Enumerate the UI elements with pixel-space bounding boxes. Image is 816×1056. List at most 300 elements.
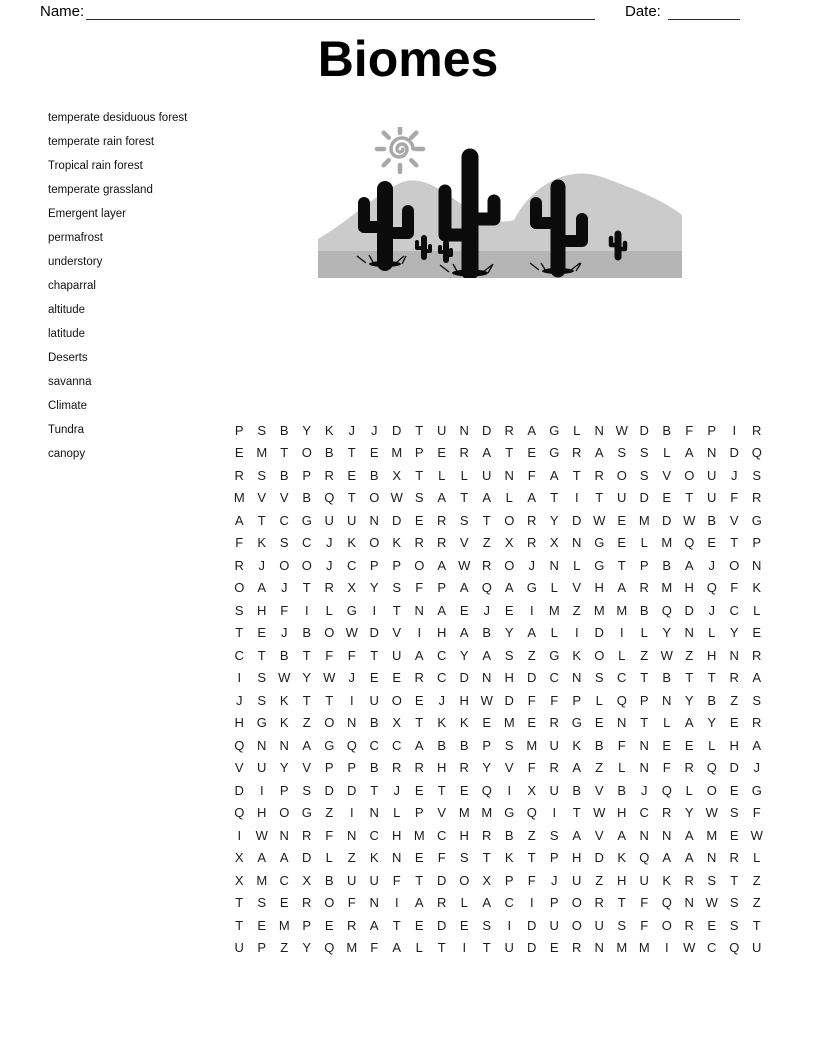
grid-letter: Q [706,760,717,776]
grid-letter: Y [662,625,672,641]
grid-letter: C [437,670,447,686]
grid-letter: I [304,602,309,618]
grid-letter: X [302,872,312,888]
grid-letter: P [504,872,514,888]
grid-letter: D [504,692,514,708]
grid-letter: C [279,872,289,888]
grid-letter: B [302,490,312,506]
grid-letter: U [257,760,267,776]
grid-letter: N [617,715,627,731]
grid-letter: X [234,872,244,888]
grid-letter: R [752,647,762,663]
grid-letter: A [752,670,762,686]
grid-letter: H [594,580,604,596]
grid-letter: P [707,422,717,438]
grid-letter: F [527,467,536,483]
grid-letter: N [482,670,492,686]
grid-letter: J [731,467,738,483]
grid-letter: L [708,737,716,753]
grid-letter: F [280,602,289,618]
grid-letter: U [369,692,379,708]
grid-letter: F [325,647,334,663]
grid-letter: M [256,445,268,461]
grid-letter: B [504,827,514,843]
grid-letter: E [369,445,379,461]
grid-letter: I [507,917,512,933]
grid-letter: P [324,760,334,776]
grid-letter: D [594,625,604,641]
grid-letter: N [662,827,672,843]
grid-letter: E [257,917,267,933]
grid-letter: W [278,670,291,686]
grid-letter: J [371,422,378,438]
grid-letter: S [459,850,469,866]
grid-letter: E [324,917,334,933]
grid-letter: O [414,557,425,573]
grid-letter: S [729,895,739,911]
grid-letter: T [617,557,626,573]
grid-letter: A [662,850,672,866]
grid-letter: H [684,580,694,596]
grid-letter: O [301,445,312,461]
grid-letter: T [302,647,311,663]
grid-letter: Z [752,872,761,888]
grid-letter: A [392,940,402,956]
grid-letter: I [372,602,377,618]
grid-letter: R [572,940,582,956]
grid-letter: C [504,895,514,911]
grid-letter: J [348,670,355,686]
grid-letter: J [393,782,400,798]
grid-letter: L [663,715,671,731]
grid-letter: F [527,692,536,708]
grid-letter: B [279,422,289,438]
grid-letter: N [707,445,717,461]
grid-letter: Y [504,625,514,641]
grid-letter: T [550,490,559,506]
grid-letter: J [438,692,445,708]
grid-letter: R [324,580,334,596]
grid-letter: V [594,782,604,798]
grid-letter: F [347,647,356,663]
grid-letter: T [392,917,401,933]
grid-letter: R [527,535,537,551]
grid-letter: L [708,625,716,641]
grid-letter: W [660,647,673,663]
grid-letter: T [415,422,424,438]
grid-letter: N [549,557,559,573]
grid-letter: Y [707,715,717,731]
grid-letter: L [550,625,558,641]
grid-letter: R [752,715,762,731]
word-list-item: permafrost [48,232,103,244]
grid-letter: Z [730,692,739,708]
grid-letter: W [390,490,403,506]
date-label: Date: [625,3,661,20]
grid-letter: O [459,872,470,888]
grid-letter: M [661,535,673,551]
grid-letter: A [482,490,492,506]
grid-letter: R [302,895,312,911]
grid-letter: T [572,467,581,483]
grid-letter: Q [481,580,492,596]
grid-letter: S [257,467,267,483]
word-list-item: temperate rain forest [48,136,155,148]
grid-letter: U [504,940,514,956]
grid-letter: F [662,760,671,776]
grid-letter: R [639,580,649,596]
grid-letter: E [684,737,694,753]
grid-letter: A [482,895,492,911]
grid-letter: A [572,827,582,843]
grid-letter: D [639,422,649,438]
grid-letter: M [526,737,538,753]
grid-letter: V [459,535,469,551]
sun-icon [377,127,423,172]
grid-letter: O [571,917,582,933]
grid-letter: P [549,895,559,911]
grid-letter: B [639,602,649,618]
grid-letter: A [684,715,694,731]
grid-letter: A [437,490,447,506]
grid-letter: E [617,535,627,551]
grid-letter: E [414,512,424,528]
grid-letter: X [392,715,402,731]
grid-letter: N [369,895,379,911]
grid-letter: T [572,805,581,821]
grid-letter: B [279,647,289,663]
grid-letter: A [617,580,627,596]
grid-letter: T [707,670,716,686]
grid-letter: S [482,917,492,933]
grid-letter: M [278,917,290,933]
grid-letter: M [593,602,605,618]
grid-letter: P [639,557,649,573]
grid-letter: L [663,445,671,461]
grid-letter: P [437,580,447,596]
grid-letter: L [505,490,513,506]
grid-letter: X [347,580,357,596]
grid-letter: A [752,737,762,753]
grid-letter: Z [595,872,604,888]
grid-letter: I [574,625,579,641]
grid-letter: K [572,737,582,753]
grid-letter: A [459,580,469,596]
grid-letter: F [347,895,356,911]
grid-letter: O [391,692,402,708]
grid-letter: Y [302,940,312,956]
grid-letter: G [594,535,605,551]
grid-letter: Y [369,580,379,596]
grid-letter: V [594,827,604,843]
grid-letter: I [237,670,242,686]
grid-letter: G [594,557,605,573]
grid-letter: K [572,647,582,663]
grid-letter: P [302,467,312,483]
desert-illustration [318,127,682,278]
grid-letter: Q [324,940,335,956]
grid-letter: T [302,580,311,596]
grid-letter: K [279,692,289,708]
grid-letter: Z [685,647,694,663]
grid-letter: E [459,917,469,933]
grid-letter: R [347,917,357,933]
word-list-item: temperate grassland [48,184,153,196]
grid-letter: B [369,715,379,731]
grid-letter: O [594,647,605,663]
word-list-item: altitude [48,304,86,316]
grid-letter: S [459,512,469,528]
grid-letter: B [459,737,469,753]
grid-letter: N [639,760,649,776]
grid-letter: U [324,512,334,528]
grid-letter: S [234,602,244,618]
grid-letter: W [323,670,336,686]
grid-letter: X [527,782,537,798]
grid-letter: D [347,782,357,798]
grid-letter: A [234,512,244,528]
grid-letter: Y [302,670,312,686]
grid-letter: A [459,625,469,641]
grid-letter: T [437,940,446,956]
grid-letter: T [347,490,356,506]
grid-letter: B [324,872,334,888]
grid-letter: L [753,850,761,866]
grid-letter: B [662,557,672,573]
grid-letter: E [594,715,604,731]
grid-letter: D [594,850,604,866]
grid-letter: B [369,467,379,483]
grid-letter: R [527,512,537,528]
grid-letter: X [482,872,492,888]
grid-letter: A [279,850,289,866]
grid-letter: M [661,580,673,596]
grid-letter: G [301,805,312,821]
grid-letter: Q [661,895,672,911]
grid-letter: M [256,872,268,888]
grid-letter: E [414,782,424,798]
grid-letter: O [369,535,380,551]
grid-letter: O [279,557,290,573]
grid-letter: P [369,557,379,573]
grid-letter: V [437,805,447,821]
grid-letter: R [482,827,492,843]
grid-letter: G [549,445,560,461]
grid-letter: W [705,805,718,821]
grid-letter: O [234,580,245,596]
grid-letter: E [437,445,447,461]
grid-letter: S [752,692,762,708]
grid-letter: H [437,625,447,641]
grid-letter: M [481,805,493,821]
grid-letter: G [549,647,560,663]
grid-letter: F [392,872,401,888]
grid-letter: T [302,692,311,708]
grid-letter: R [459,445,469,461]
grid-letter: G [346,602,357,618]
grid-letter: F [437,850,446,866]
grid-letter: G [751,782,762,798]
grid-letter: O [324,895,335,911]
grid-letter: H [617,805,627,821]
grid-letter: A [504,580,514,596]
grid-letter: F [640,917,649,933]
grid-letter: F [370,940,379,956]
grid-letter: P [572,692,582,708]
grid-letter: F [617,737,626,753]
grid-letter: L [393,805,401,821]
grid-letter: P [414,445,424,461]
grid-letter: Q [661,602,672,618]
grid-letter: D [729,760,739,776]
grid-letter: I [507,782,512,798]
grid-letter: S [639,445,649,461]
grid-letter: A [617,827,627,843]
grid-letter: F [527,760,536,776]
grid-letter: O [684,467,695,483]
grid-letter: T [685,490,694,506]
grid-letter: B [707,512,717,528]
grid-letter: S [639,467,649,483]
grid-letter: Z [347,850,356,866]
grid-letter: C [234,647,244,663]
grid-letter: I [259,782,264,798]
grid-letter: M [233,490,245,506]
grid-letter: E [504,602,514,618]
grid-letter: A [684,557,694,573]
grid-letter: Y [729,625,739,641]
grid-letter: I [349,805,354,821]
grid-letter: P [549,850,559,866]
grid-letter: R [752,490,762,506]
grid-letter: K [662,872,672,888]
grid-letter: D [302,850,312,866]
grid-letter: S [617,445,627,461]
grid-letter: N [594,940,604,956]
grid-letter: S [504,647,514,663]
grid-letter: Q [616,692,627,708]
grid-letter: I [552,805,557,821]
grid-letter: O [324,715,335,731]
grid-letter: E [257,625,267,641]
grid-letter: T [235,917,244,933]
grid-letter: R [437,535,447,551]
grid-letter: P [752,535,762,551]
grid-letter: D [482,422,492,438]
grid-letter: T [617,895,626,911]
grid-letter: B [482,625,492,641]
grid-letter: T [370,647,379,663]
grid-letter: G [324,737,335,753]
word-search-grid [228,419,768,959]
grid-letter: E [414,917,424,933]
grid-letter: R [414,760,424,776]
grid-letter: A [684,445,694,461]
grid-letter: A [437,602,447,618]
grid-letter: J [753,760,760,776]
grid-letter: N [369,805,379,821]
grid-letter: J [281,580,288,596]
grid-letter: R [752,422,762,438]
grid-letter: F [685,422,694,438]
grid-letter: E [414,692,424,708]
grid-letter: N [347,715,357,731]
grid-letter: W [683,512,696,528]
grid-letter: R [482,557,492,573]
grid-letter: I [529,602,534,618]
grid-letter: B [707,692,717,708]
grid-letter: B [437,737,447,753]
grid-letter: U [639,872,649,888]
grid-letter: Q [526,805,537,821]
grid-letter: H [572,850,582,866]
grid-letter: B [369,760,379,776]
grid-letter: O [504,512,515,528]
grid-letter: T [437,782,446,798]
grid-letter: O [324,625,335,641]
grid-letter: T [235,625,244,641]
grid-letter: I [417,625,422,641]
grid-letter: S [752,467,762,483]
grid-letter: U [549,782,559,798]
grid-letter: I [574,490,579,506]
grid-letter: N [572,535,582,551]
grid-letter: T [415,872,424,888]
grid-letter: M [503,715,515,731]
grid-letter: I [462,940,467,956]
grid-letter: C [392,737,402,753]
grid-letter: M [638,512,650,528]
grid-letter: E [617,512,627,528]
grid-letter: R [437,895,447,911]
grid-letter: N [279,827,289,843]
grid-letter: K [392,535,402,551]
grid-letter: R [504,422,514,438]
grid-letter: L [595,692,603,708]
grid-letter: D [392,512,402,528]
grid-letter: H [257,805,267,821]
grid-letter: T [482,512,491,528]
grid-letter: L [438,467,446,483]
grid-letter: A [549,467,559,483]
grid-letter: V [572,580,582,596]
word-list-item: Climate [48,400,87,412]
grid-letter: G [751,512,762,528]
grid-letter: P [414,805,424,821]
grid-letter: N [639,737,649,753]
grid-letter: R [729,850,739,866]
grid-letter: Z [302,715,311,731]
grid-letter: A [527,422,537,438]
date-blank-line [668,19,740,20]
word-list-item: savanna [48,376,92,388]
grid-letter: E [369,670,379,686]
grid-letter: J [483,602,490,618]
grid-letter: C [729,602,739,618]
word-list-item: Deserts [48,352,88,364]
grid-letter: D [437,872,447,888]
grid-letter: U [347,872,357,888]
grid-letter: R [684,917,694,933]
grid-letter: Q [751,445,762,461]
grid-letter: M [346,940,358,956]
grid-letter: M [706,827,718,843]
grid-letter: L [618,647,626,663]
grid-letter: I [732,422,737,438]
grid-letter: S [257,670,267,686]
grid-letter: D [662,512,672,528]
grid-letter: U [617,490,627,506]
